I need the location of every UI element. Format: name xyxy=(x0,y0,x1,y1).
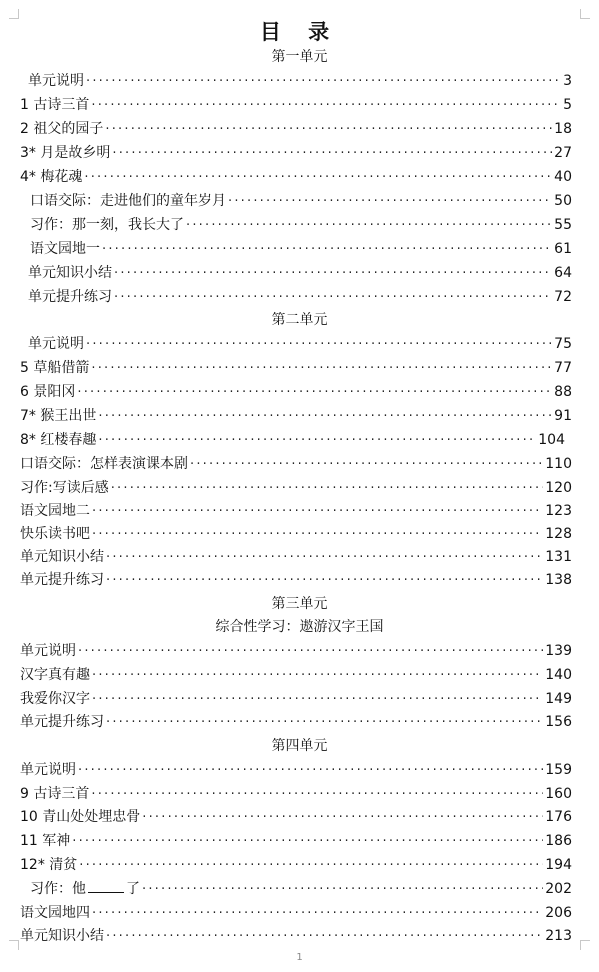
toc-entry-page: 55 xyxy=(554,217,572,233)
dot-leader xyxy=(106,926,543,948)
dot-leader xyxy=(79,855,543,877)
toc-entry-page: 64 xyxy=(554,265,572,281)
toc-entry-label xyxy=(30,878,140,900)
toc-entry-page: 104 xyxy=(538,432,565,448)
toc-entry-page: 213 xyxy=(545,928,572,944)
dot-leader xyxy=(105,119,552,141)
toc-entry-label: 5 草船借箭 xyxy=(20,360,90,376)
toc-entry[interactable] xyxy=(20,711,572,733)
toc-entry-page: 176 xyxy=(545,809,572,825)
dot-leader xyxy=(142,807,543,829)
dot-leader xyxy=(77,382,552,404)
toc-entry-label: 语文园地一 xyxy=(30,241,100,257)
dot-leader xyxy=(78,641,543,663)
dot-leader xyxy=(106,547,543,569)
toc-entry-label: 单元知识小结 xyxy=(20,549,104,565)
dot-leader xyxy=(72,831,543,853)
toc-entry-page: 128 xyxy=(545,526,572,542)
toc-entry-page: 77 xyxy=(554,360,572,376)
toc-entry-page: 5 xyxy=(563,97,572,113)
toc-entry-label: 习作:写读后感 xyxy=(20,480,109,496)
toc-entry-label: 8* 红楼春趣 xyxy=(20,432,97,448)
toc-entry-page: 40 xyxy=(554,169,572,185)
toc-entry-label: 12* 清贫 xyxy=(20,857,78,873)
dot-leader xyxy=(91,95,561,117)
toc-entry-label: 单元说明 xyxy=(28,73,84,89)
dot-leader xyxy=(92,501,543,523)
toc-entry[interactable] xyxy=(20,688,572,710)
toc-entry[interactable] xyxy=(20,523,572,545)
dot-leader xyxy=(102,239,552,261)
toc-entry[interactable] xyxy=(30,878,572,900)
dot-leader xyxy=(92,665,543,687)
toc-entry[interactable] xyxy=(30,238,572,260)
toc-entry-page: 3 xyxy=(563,73,572,89)
toc-entry-label: 我爱你汉字 xyxy=(20,691,90,707)
dot-leader xyxy=(111,478,544,500)
toc-entry-page: 139 xyxy=(545,643,572,659)
dot-leader xyxy=(86,334,552,356)
toc-entry-label: 单元提升练习 xyxy=(20,572,104,588)
toc-entry-page: 110 xyxy=(545,456,572,472)
toc-entry-page: 18 xyxy=(554,121,572,137)
toc-entry[interactable] xyxy=(20,453,572,475)
dot-leader xyxy=(91,784,543,806)
dot-leader xyxy=(98,406,552,428)
toc-entry[interactable] xyxy=(20,94,572,116)
page-number: 1 xyxy=(296,952,303,963)
toc-entry-page: 159 xyxy=(545,762,572,778)
toc-entry-page: 149 xyxy=(545,691,572,707)
toc-entry[interactable] xyxy=(20,357,572,379)
toc-entry-label: 6 景阳冈 xyxy=(20,384,76,400)
toc-entry-label: 11 军神 xyxy=(20,833,71,849)
dot-leader xyxy=(98,430,536,452)
dot-leader xyxy=(84,167,552,189)
toc-entry[interactable] xyxy=(20,902,572,924)
dot-leader xyxy=(112,143,552,165)
toc-entry-label: 单元说明 xyxy=(28,336,84,352)
toc-entry-page: 61 xyxy=(554,241,572,257)
unit-heading: 第四单元 xyxy=(271,738,328,754)
dot-leader xyxy=(142,879,543,901)
toc-entry[interactable] xyxy=(20,854,572,876)
dot-leader xyxy=(114,263,552,285)
dot-leader xyxy=(186,215,552,237)
toc-entry-label: 语文园地四 xyxy=(20,905,90,921)
toc-entry[interactable] xyxy=(20,118,572,140)
toc-entry[interactable] xyxy=(20,664,572,686)
toc-entry-page: 131 xyxy=(545,549,572,565)
toc-title: 目 录 xyxy=(259,19,340,44)
toc-entry[interactable] xyxy=(20,429,565,451)
toc-entry[interactable] xyxy=(20,806,572,828)
toc-entry[interactable] xyxy=(20,569,572,591)
unit-heading: 第二单元 xyxy=(271,312,328,328)
toc-entry-page: 120 xyxy=(545,480,572,496)
toc-entry[interactable] xyxy=(20,783,572,805)
toc-entry-page: 194 xyxy=(545,857,572,873)
toc-entry-label-head: 习作：他 xyxy=(30,881,86,897)
toc-entry-label: 习作：那一刻，我长大了 xyxy=(30,217,184,233)
dot-leader xyxy=(78,760,543,782)
toc-entry[interactable] xyxy=(20,759,572,781)
toc-entry-label: 单元说明 xyxy=(20,762,76,778)
toc-entry-page: 138 xyxy=(545,572,572,588)
toc-entry-page: 91 xyxy=(554,408,572,424)
toc-entry-page: 75 xyxy=(554,336,572,352)
toc-entry-page: 50 xyxy=(554,193,572,209)
toc-entry[interactable] xyxy=(28,262,572,284)
toc-entry[interactable] xyxy=(28,333,572,355)
toc-entry[interactable] xyxy=(28,70,572,92)
toc-entry[interactable] xyxy=(20,640,572,662)
toc-entry-page: 206 xyxy=(545,905,572,921)
toc-entry-label: 9 古诗三首 xyxy=(20,786,90,802)
dot-leader xyxy=(92,903,543,925)
unit-heading: 第三单元 xyxy=(271,596,328,612)
toc-entry-page: 27 xyxy=(554,145,572,161)
toc-entry-label: 7* 猴王出世 xyxy=(20,408,97,424)
dot-leader xyxy=(91,358,552,380)
toc-entry-page: 140 xyxy=(545,667,572,683)
toc-entry[interactable] xyxy=(20,166,572,188)
margin-mark-bottom-right xyxy=(580,940,590,950)
toc-entry[interactable] xyxy=(28,286,572,308)
fill-in-blank xyxy=(88,878,124,893)
toc-entry-page: 156 xyxy=(545,714,572,730)
unit-heading: 第一单元 xyxy=(271,49,328,65)
toc-entry-label: 单元知识小结 xyxy=(20,928,104,944)
toc-entry-label: 单元提升练习 xyxy=(20,714,104,730)
toc-entry-label: 3* 月是故乡明 xyxy=(20,145,111,161)
toc-entry[interactable] xyxy=(20,500,572,522)
toc-entry-label: 4* 梅花魂 xyxy=(20,169,83,185)
toc-entry-label: 口语交际：走进他们的童年岁月 xyxy=(30,193,226,209)
toc-entry[interactable] xyxy=(20,546,572,568)
toc-entry-label: 2 祖父的园子 xyxy=(20,121,104,137)
toc-entry[interactable] xyxy=(30,190,572,212)
toc-entry-label: 单元提升练习 xyxy=(28,289,112,305)
dot-leader xyxy=(228,191,552,213)
dot-leader xyxy=(190,454,543,476)
dot-leader xyxy=(114,287,552,309)
toc-entry-label: 10 青山处处埋忠骨 xyxy=(20,809,141,825)
toc-entry-page: 72 xyxy=(554,289,572,305)
toc-entry[interactable] xyxy=(30,214,572,236)
toc-entry[interactable] xyxy=(20,405,572,427)
toc-entry-label: 1 古诗三首 xyxy=(20,97,90,113)
toc-entry-page: 160 xyxy=(545,786,572,802)
toc-entry-page: 123 xyxy=(545,503,572,519)
toc-entry[interactable] xyxy=(20,830,572,852)
dot-leader xyxy=(106,712,543,734)
dot-leader xyxy=(92,524,543,546)
toc-entry-label: 快乐读书吧 xyxy=(20,526,90,542)
unit-subheading: 综合性学习：遨游汉字王国 xyxy=(215,619,384,635)
toc-entry-page: 186 xyxy=(545,833,572,849)
toc-entry-label: 口语交际：怎样表演课本剧 xyxy=(20,456,188,472)
toc-entry[interactable] xyxy=(20,142,572,164)
toc-entry-label: 单元说明 xyxy=(20,643,76,659)
toc-entry-page: 88 xyxy=(554,384,572,400)
dot-leader xyxy=(92,689,543,711)
toc-entry-label: 汉字真有趣 xyxy=(20,667,90,683)
toc-entry-label: 单元知识小结 xyxy=(28,265,112,281)
toc-entry[interactable] xyxy=(20,477,572,499)
toc-entry-page: 202 xyxy=(545,881,572,897)
toc-entry-label-tail: 了 xyxy=(126,881,140,897)
toc-entry[interactable] xyxy=(20,381,572,403)
dot-leader xyxy=(106,570,543,592)
margin-mark-bottom-left xyxy=(9,940,19,950)
toc-entry-label: 语文园地二 xyxy=(20,503,90,519)
toc-entry[interactable] xyxy=(20,925,572,947)
dot-leader xyxy=(86,71,561,93)
